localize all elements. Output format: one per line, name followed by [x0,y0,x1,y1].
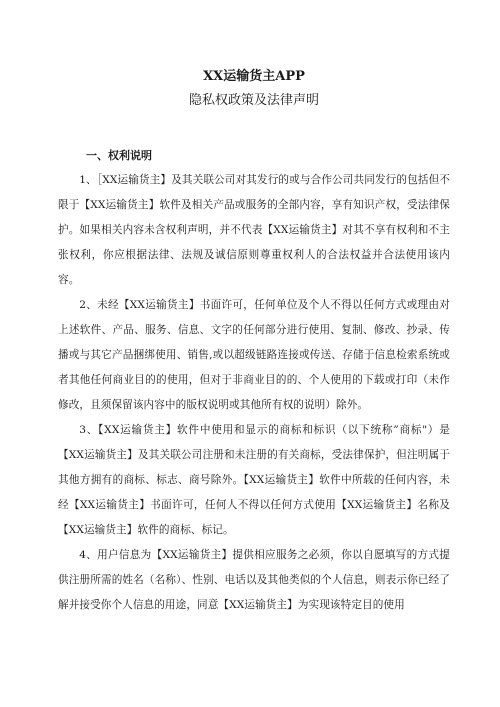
paragraph-3: 3、【XX运输货主】软件中使用和显示的商标和标识（以下统称”商标"）是【XX运输货主】及其关联公司注册和未注册的有关商标，受法律保护，但注明属于其他方拥有的商标、标志、商号除外。【XX运输货主】软件中所载的任何内容，未经【XX运输货主】书面许可，任何人不得以任何方式使用【XX运输货主】名称及【XX运输货主】软件的商标、标记。 [58,424,450,536]
section-heading: 一、权利说明 [86,149,152,162]
paragraph-4: 4、用户信息为【XX运输货主】提供相应服务之必须，你以自愿填写的方式提供注册所需的姓名（名称）、性别、电话以及其他类似的个人信息，则表示你已经了解并接受你个人信息的用途，同意【XX运输货主】为实现该特定目的使用 [58,549,450,611]
paragraph-1: 1、［XX运输货主】及其关联公司对其发行的或与合作公司共同发行的包括但不限于【XX运输货主】软件及相关产品或服务的全部内容，享有知识产权，受法律保护。如果相关内容未含权利声明，并不代表【XX运输货主】对其不享有权利和不主张权利，你应根据法律、法规及诚信原则尊重权利人的合法权益并合法使用该内容。 [58,174,450,286]
paragraph-2: 2、未经【XX运输货主】书面许可，任何单位及个人不得以任何方式或理由对上述软件、产品、服务、信息、文字的任何部分进行使用、复制、修改、抄录、传播或与其它产品捆绑使用、销售,或以超级链路连接或传送、存储于信息检索系统或者其他任何商业目的的使用，但对于非商业目的的、个人使用的下载或打印（未作修改，且须保留该内容中的版权说明或其他所有权的说明）除外。 [58,299,450,411]
document-title: XX运输货主APP [203,69,305,84]
document-subtitle: 隐私权政策及法律声明 [188,93,319,108]
